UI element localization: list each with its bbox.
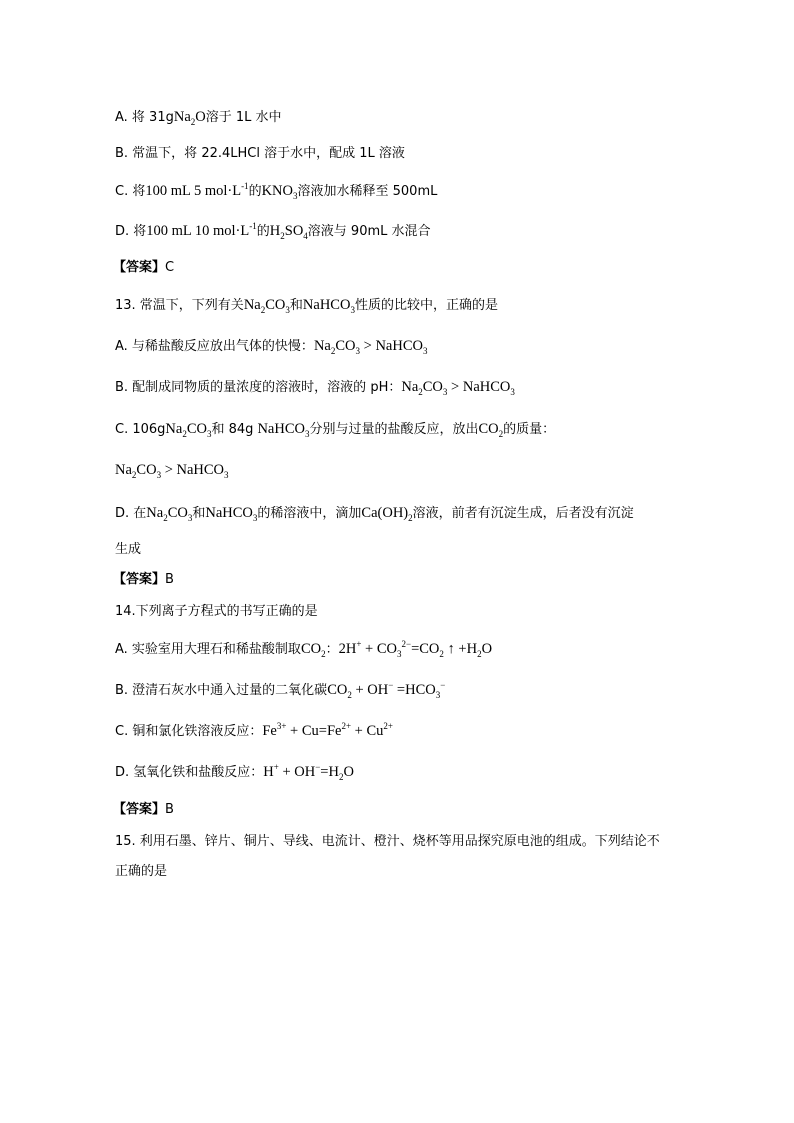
formula-caoh2: $Ca(OH)_2$ — [361, 505, 413, 523]
q13-option-a — [115, 335, 714, 357]
formula-compare-c: $Na_2CO_3$ > NaHCO$_3$ — [115, 462, 229, 480]
q13-stem-end: 性质的比较中，正确的是 — [354, 298, 498, 313]
q13-option-c — [115, 418, 714, 440]
q15-stem-line2 — [115, 861, 714, 883]
q13-c-text: C. 106g — [115, 422, 166, 437]
formula-co2-c: $CO_2$ — [478, 421, 504, 439]
q12-d-text-end: 溶液与 90mL 水混合 — [307, 224, 431, 239]
formula-compare-a: $Na_2CO_3$ > NaHCO$_3$ — [313, 338, 428, 356]
formula-compare-b: $Na_2CO_3$ > NaHCO$_3$ — [401, 379, 515, 397]
q12-option-a — [115, 106, 714, 128]
q14-c-text: C. 铜和氯化铁溶液反应： — [115, 724, 263, 739]
q14-a-colon: ： — [325, 642, 339, 657]
q14-d-text: D. 氢氧化铁和盐酸反应： — [115, 765, 264, 780]
q14-option-c — [115, 720, 714, 742]
formula-h2so4: $H_2SO_4$ — [269, 223, 308, 241]
q14-b-text: B. 澄清石灰水中通入过量的二氧化碳 — [115, 683, 328, 698]
q12-answer — [113, 257, 714, 279]
equation-d: $H^+ + OH^-=H_2O$ — [263, 762, 354, 782]
q15-stem-line1 — [115, 831, 714, 853]
q13-stem-and: 和 — [289, 298, 303, 313]
q14-option-b — [115, 679, 714, 701]
formula-na2co3-d: $Na_2CO_3$ — [146, 505, 193, 523]
formula-nahco3-d: NaHCO$_3$ — [205, 505, 258, 523]
q12-option-d — [115, 220, 714, 242]
answer-value: B — [165, 802, 174, 817]
q14-stem — [115, 601, 714, 623]
q13-option-d-cont — [115, 539, 714, 561]
answer-label: 【答案】 — [113, 572, 166, 587]
q15-text-cont: 正确的是 — [115, 864, 168, 879]
q13-d-text: D. 在 — [115, 506, 147, 521]
q12-b-text: B. 常温下，将 22.4LHCl 溶于水中，配成 1L 溶液 — [115, 146, 405, 161]
q12-c-mid: 的 — [248, 184, 262, 199]
q13-a-text: A. 与稀盐酸反应放出气体的快慢： — [115, 339, 314, 354]
q14-a-text: A. 实验室用大理石和稀盐酸制取 — [115, 642, 301, 657]
q13-stem — [115, 294, 714, 316]
q14-stem-text: 14.下列离子方程式的书写正确的是 — [115, 604, 318, 619]
q12-option-c — [115, 180, 714, 202]
formula-100ml-5mol: 100 mL 5 $mol\cdot L^{-1}$ — [145, 181, 249, 199]
q13-d-cont: 生成 — [115, 542, 142, 557]
formula-100ml-10mol: 100 mL 10 $mol\cdot L^{-1}$ — [146, 221, 257, 239]
formula-nahco3-c: NaHCO$_3$ — [257, 421, 310, 439]
q13-option-d — [115, 502, 714, 524]
q13-answer — [113, 569, 714, 591]
q12-d-mid: 的 — [256, 224, 270, 239]
q13-option-b — [115, 376, 714, 398]
formula-nahco3: NaHCO$_3$ — [302, 297, 355, 315]
equation-c: $Fe^{3+} + Cu=Fe^{2+} + Cu^{2+}$ — [262, 721, 393, 739]
q12-option-b — [115, 143, 714, 165]
formula-na2o: $Na_2O$ — [173, 109, 206, 127]
q13-b-text: B. 配制成同物质的量浓度的溶液时，溶液的 pH： — [115, 380, 402, 395]
q13-c-mid: 分别与过量的盐酸反应，放出 — [309, 422, 479, 437]
q15-text: 15. 利用石墨、锌片、铜片、导线、电流计、橙汁、烧杯等用品探究原电池的组成。下列结论不 — [115, 834, 660, 849]
formula-co2-a: $CO_2$ — [300, 641, 326, 659]
q13-d-and: 和 — [192, 506, 206, 521]
q12-c-text-end: 溶液加水稀释至 500mL — [297, 184, 438, 199]
q12-d-text: D. 将 — [115, 224, 147, 239]
answer-value: C — [165, 260, 175, 275]
formula-na2co3-c: $Na_2CO_3$ — [165, 421, 212, 439]
answer-value: B — [165, 572, 174, 587]
q14-option-d — [115, 761, 714, 783]
q13-d-mid: 的稀溶液中，滴加 — [257, 506, 362, 521]
q14-answer — [113, 799, 714, 821]
answer-label: 【答案】 — [113, 802, 166, 817]
q12-c-text: C. 将 — [115, 184, 146, 199]
q13-c-end: 的质量： — [503, 422, 556, 437]
q13-c-and: 和 84g — [211, 422, 254, 437]
q13-option-c-cont — [115, 459, 714, 481]
q12-a-text-end: 溶于 1L 水中 — [205, 110, 282, 125]
q12-a-text: A. 将 31g — [115, 110, 174, 125]
q13-stem-text: 13. 常温下，下列有关 — [115, 298, 244, 313]
formula-kno3: $KNO_3$ — [261, 183, 298, 201]
formula-na2co3: $Na_2CO_3$ — [243, 297, 290, 315]
q13-d-end: 溶液，前者有沉淀生成，后者没有沉淀 — [412, 506, 634, 521]
equation-b: $CO_2 + OH^- =HCO_3^-$ — [327, 680, 446, 700]
answer-label: 【答案】 — [113, 260, 166, 275]
q14-option-a — [115, 638, 714, 660]
equation-a: $2H^+ + CO_3^{2-}=CO_2$ ↑ $+H_2O$ — [338, 639, 493, 659]
